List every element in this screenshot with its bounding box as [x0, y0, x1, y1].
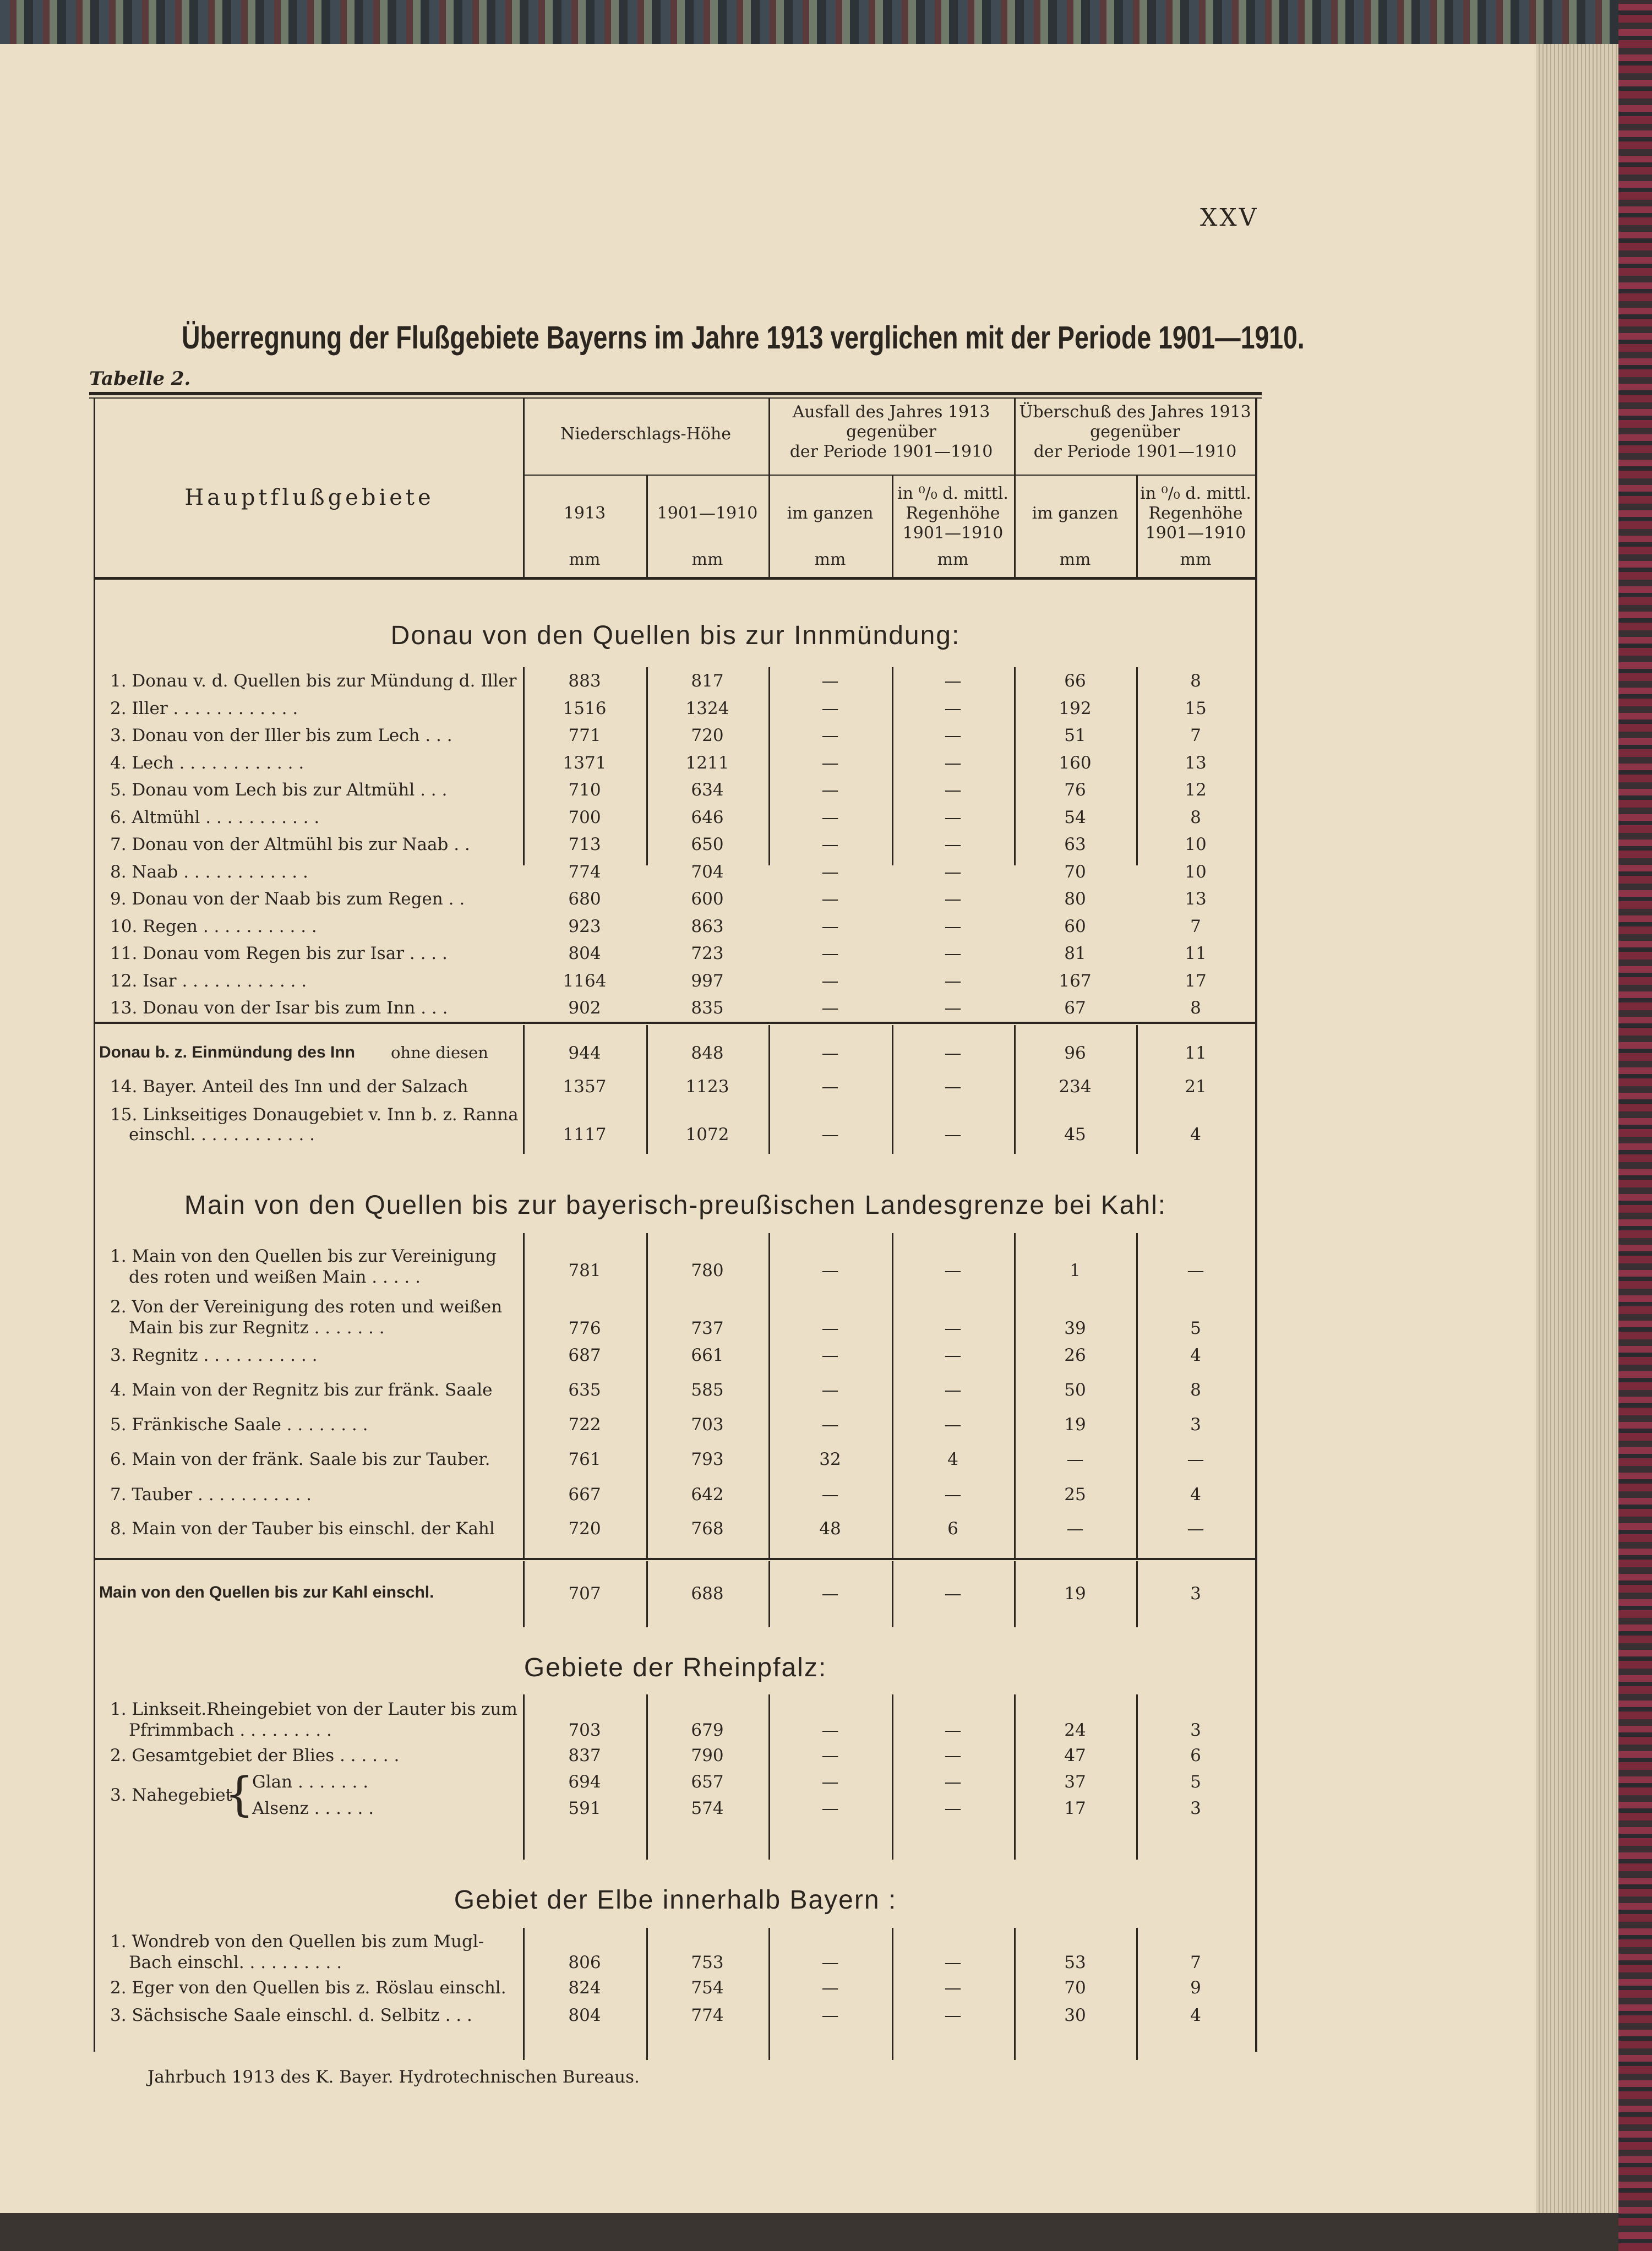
row-label: 1. Main von den Quellen bis zur Vereinigung — [110, 1246, 497, 1266]
cell-hp: 650 — [691, 835, 724, 854]
cell-ap: — — [944, 862, 962, 882]
column-divider — [646, 1233, 648, 1398]
row-label: 6. Main von der fränk. Saale bis zur Tauber. — [110, 1449, 490, 1469]
section-rule — [94, 1558, 1257, 1560]
section-rule — [94, 1022, 1257, 1024]
cell-ap: — — [944, 1345, 962, 1365]
cell-h1913: 591 — [568, 1798, 601, 1818]
row-label: 2. Eger von den Quellen bis z. Röslau einschl. — [110, 1978, 506, 1998]
cell-h1913: 713 — [568, 835, 601, 854]
cell-ag: — — [821, 916, 839, 936]
cell-ug: 50 — [1064, 1380, 1086, 1400]
book-top-edge — [0, 0, 1652, 44]
cell-ag: — — [821, 1798, 839, 1818]
cell-ag: — — [821, 1978, 839, 1998]
cell-ap: — — [944, 1318, 962, 1338]
cell-h1913: 781 — [568, 1261, 601, 1280]
header-col-ueberschuss-pct-2: Regenhöhe — [1148, 504, 1243, 523]
row-label: 7. Tauber . . . . . . . . . . . — [110, 1485, 312, 1505]
row-label-sub: Alsenz . . . . . . — [252, 1798, 374, 1818]
cell-up: 8 — [1190, 671, 1201, 691]
cell-ap: — — [944, 1077, 962, 1097]
cell-ug: 51 — [1064, 726, 1086, 745]
column-divider — [1014, 1398, 1016, 1558]
cell-ug: 167 — [1059, 971, 1092, 991]
cell-ug: 39 — [1064, 1318, 1086, 1338]
row-label-total: Main von den Quellen bis zur Kahl einschl. — [99, 1583, 434, 1601]
cell-up: — — [1187, 1449, 1204, 1469]
cell-ag: — — [821, 2005, 839, 2025]
cell-h1913: 1164 — [563, 971, 607, 991]
column-divider — [768, 1233, 770, 1398]
cell-ap: — — [944, 671, 962, 691]
cell-ag: — — [821, 1345, 839, 1365]
column-divider — [1136, 1398, 1138, 1558]
cell-up: 6 — [1190, 1746, 1201, 1765]
cell-ug: 25 — [1064, 1485, 1086, 1505]
cell-ap: — — [944, 753, 962, 773]
cell-ap: — — [944, 1043, 962, 1063]
cell-up: 3 — [1190, 1798, 1201, 1818]
cell-ug: 80 — [1064, 889, 1086, 909]
cell-ag: — — [821, 1720, 839, 1740]
cell-h1913: 680 — [568, 889, 601, 909]
cell-ap: 6 — [947, 1519, 958, 1539]
cell-ap: — — [944, 835, 962, 854]
cell-hp: 634 — [691, 780, 724, 800]
cell-h1913: 776 — [568, 1318, 601, 1338]
row-label: 6. Altmühl . . . . . . . . . . . — [110, 807, 320, 827]
row-label: 4. Main von der Regnitz bis zur fränk. Saale — [110, 1380, 493, 1400]
cell-hp: 1123 — [685, 1077, 729, 1097]
cell-ug: 24 — [1064, 1720, 1086, 1740]
cell-ag: — — [821, 1584, 839, 1604]
cell-up: 21 — [1185, 1077, 1207, 1097]
table-top-rule-thin — [89, 397, 1262, 399]
row-label: 2. Von der Vereinigung des roten und weißen — [110, 1297, 503, 1317]
row-label: 2. Iller . . . . . . . . . . . . — [110, 698, 298, 718]
cell-h1913: 1516 — [563, 698, 607, 718]
cell-ap: — — [944, 807, 962, 827]
cell-ug: 76 — [1064, 780, 1086, 800]
cell-h1913: 944 — [568, 1043, 601, 1063]
column-divider — [768, 1398, 770, 1558]
cell-h1913: 703 — [568, 1720, 601, 1740]
cell-h1913: 687 — [568, 1345, 601, 1365]
cell-ap: — — [944, 998, 962, 1018]
cell-ag: — — [821, 1380, 839, 1400]
column-divider — [892, 1398, 893, 1558]
cell-up: 4 — [1190, 1345, 1201, 1365]
cell-hp: 661 — [691, 1345, 724, 1365]
row-label-total-suffix: ohne diesen — [391, 1043, 488, 1062]
cell-h1913: 774 — [568, 862, 601, 882]
cell-ug: 37 — [1064, 1772, 1086, 1792]
cell-ug: 19 — [1064, 1415, 1086, 1435]
cell-ag: — — [821, 807, 839, 827]
cell-ag: — — [821, 835, 839, 854]
row-label: 8. Naab . . . . . . . . . . . . — [110, 862, 308, 882]
cell-ug: 17 — [1064, 1798, 1086, 1818]
row-label-cont: des roten und weißen Main . . . . . — [129, 1267, 421, 1287]
row-label: 14. Bayer. Anteil des Inn und der Salzach — [110, 1077, 468, 1097]
row-label-cont: Pfrimmbach . . . . . . . . . — [129, 1720, 332, 1740]
header-col-period: 1901—1910 — [657, 504, 758, 523]
row-label: 3. Regnitz . . . . . . . . . . . — [110, 1345, 318, 1365]
cell-hp: 1211 — [685, 753, 729, 773]
header-ueberschuss-2: gegenüber — [1090, 422, 1180, 442]
cell-hp: 704 — [691, 862, 724, 882]
cell-up: 3 — [1190, 1415, 1201, 1435]
cell-hp: 703 — [691, 1415, 724, 1435]
row-label: 5. Donau vom Lech bis zur Altmühl . . . — [110, 780, 448, 800]
cell-ug: 26 — [1064, 1345, 1086, 1365]
cell-ag: — — [821, 1318, 839, 1338]
cell-ap: — — [944, 1746, 962, 1765]
cell-up: 7 — [1190, 726, 1201, 745]
cell-ag: — — [821, 753, 839, 773]
cell-up: 13 — [1185, 889, 1207, 909]
cell-ug: — — [1066, 1519, 1084, 1539]
cell-h1913: 837 — [568, 1746, 601, 1765]
cell-hp: 1072 — [685, 1125, 729, 1144]
row-label-sub: Glan . . . . . . . — [252, 1772, 369, 1792]
header-col-1913: 1913 — [563, 504, 606, 523]
cell-ap: — — [944, 1720, 962, 1740]
unit-label: mm — [814, 550, 846, 569]
cell-ag: — — [821, 726, 839, 745]
cell-ag: — — [821, 1261, 839, 1280]
cell-h1913: 694 — [568, 1772, 601, 1792]
row-label: 5. Fränkische Saale . . . . . . . . — [110, 1415, 368, 1435]
cell-up: 4 — [1190, 1485, 1201, 1505]
row-label-cont: Bach einschl. . . . . . . . . . — [129, 1953, 342, 1972]
header-col-ausfall-pct-2: Regenhöhe — [906, 504, 1000, 523]
cell-h1913: 700 — [568, 807, 601, 827]
cell-ug: 47 — [1064, 1746, 1086, 1765]
cell-up: 5 — [1190, 1318, 1201, 1338]
cell-hp: 600 — [691, 889, 724, 909]
cell-h1913: 902 — [568, 998, 601, 1018]
row-label: 3. Sächsische Saale einschl. d. Selbitz . . . — [110, 2005, 472, 2025]
page-stack-edge — [1536, 44, 1618, 2213]
cell-h1913: 804 — [568, 944, 601, 963]
row-label: 15. Linkseitiges Donaugebiet v. Inn b. z. Ranna — [110, 1105, 519, 1125]
cell-ug: — — [1066, 1449, 1084, 1469]
table-top-rule — [89, 392, 1262, 395]
cell-ag: — — [821, 862, 839, 882]
header-ausfall-3: der Periode 1901—1910 — [789, 442, 993, 461]
cell-ap: — — [944, 1485, 962, 1505]
cell-ap: — — [944, 1772, 962, 1792]
nahe-brace: { — [225, 1767, 254, 1821]
cell-ag: 48 — [819, 1519, 841, 1539]
column-divider — [892, 1233, 893, 1398]
cell-ug: 70 — [1064, 862, 1086, 882]
cell-ug: 234 — [1059, 1077, 1092, 1097]
row-label: 12. Isar . . . . . . . . . . . . — [110, 971, 307, 991]
cell-hp: 679 — [691, 1720, 724, 1740]
cell-ap: — — [944, 916, 962, 936]
cell-ap: — — [944, 1584, 962, 1604]
cell-ug: 30 — [1064, 2005, 1086, 2025]
row-label: 10. Regen . . . . . . . . . . . — [110, 916, 317, 936]
header-col-ueberschuss-ganzen: im ganzen — [1032, 504, 1119, 523]
cell-h1913: 722 — [568, 1415, 601, 1435]
cell-hp: 997 — [691, 971, 724, 991]
unit-label: mm — [937, 550, 969, 569]
cell-up: 10 — [1185, 835, 1207, 854]
row-label: 1. Donau v. d. Quellen bis zur Mündung d. Iller — [110, 671, 517, 691]
cell-ug: 160 — [1059, 753, 1092, 773]
header-col-ausfall-pct-1: in ⁰/₀ d. mittl. — [897, 484, 1008, 503]
cell-ag: — — [821, 698, 839, 718]
header-hauptfluss: Hauptflußgebiete — [184, 485, 434, 510]
cell-ug: 70 — [1064, 1978, 1086, 1998]
cell-up: 8 — [1190, 998, 1201, 1018]
row-label-cont: einschl. . . . . . . . . . . . — [129, 1125, 315, 1144]
cell-up: 3 — [1190, 1720, 1201, 1740]
cell-ag: — — [821, 944, 839, 963]
page-number: XXV — [1200, 204, 1259, 232]
cell-ug: 54 — [1064, 807, 1086, 827]
cell-hp: 848 — [691, 1043, 724, 1063]
cell-ug: 63 — [1064, 835, 1086, 854]
cell-up: 9 — [1190, 1978, 1201, 1998]
cell-ag: — — [821, 780, 839, 800]
cell-ap: — — [944, 1978, 962, 1998]
cell-hp: 720 — [691, 726, 724, 745]
row-label: 1. Linkseit.Rheingebiet von der Lauter bis zum — [110, 1699, 517, 1719]
cell-ug: 66 — [1064, 671, 1086, 691]
cell-ug: 45 — [1064, 1125, 1086, 1144]
cell-ug: 81 — [1064, 944, 1086, 963]
cell-up: 8 — [1190, 1380, 1201, 1400]
cell-h1913: 1117 — [563, 1125, 607, 1144]
header-niederschlag: Niederschlags-Höhe — [560, 424, 731, 444]
unit-label: mm — [569, 550, 601, 569]
cell-hp: 817 — [691, 671, 724, 691]
cell-hp: 1324 — [685, 698, 729, 718]
cell-ug: 53 — [1064, 1953, 1086, 1972]
cell-ap: — — [944, 698, 962, 718]
cell-ug: 96 — [1064, 1043, 1086, 1063]
cell-up: 10 — [1185, 862, 1207, 882]
cell-up: 17 — [1185, 971, 1207, 991]
row-label: 9. Donau von der Naab bis zum Regen . . — [110, 889, 465, 909]
cell-ap: — — [944, 2005, 962, 2025]
cell-hp: 835 — [691, 998, 724, 1018]
unit-label: mm — [691, 550, 723, 569]
cell-ap: — — [944, 971, 962, 991]
row-label: 4. Lech . . . . . . . . . . . . — [110, 753, 304, 773]
cell-ap: — — [944, 944, 962, 963]
cell-h1913: 667 — [568, 1485, 601, 1505]
cell-up: 7 — [1190, 1953, 1201, 1972]
row-label: 11. Donau vom Regen bis zur Isar . . . . — [110, 944, 448, 963]
cell-up: 4 — [1190, 2005, 1201, 2025]
cell-ag: — — [821, 1746, 839, 1765]
cell-ap: — — [944, 1261, 962, 1280]
cell-hp: 646 — [691, 807, 724, 827]
cell-h1913: 720 — [568, 1519, 601, 1539]
cell-ag: — — [821, 1485, 839, 1505]
cell-ag: — — [821, 998, 839, 1018]
cell-ap: 4 — [947, 1449, 958, 1469]
column-divider — [646, 1398, 648, 1558]
cell-hp: 780 — [691, 1261, 724, 1280]
row-label: 2. Gesamtgebiet der Blies . . . . . . — [110, 1746, 400, 1765]
section-title-donau: Donau von den Quellen bis zur Innmündung: — [390, 621, 961, 650]
cell-ag: — — [821, 889, 839, 909]
cell-up: 13 — [1185, 753, 1207, 773]
cell-ag: — — [821, 1772, 839, 1792]
cell-hp: 737 — [691, 1318, 724, 1338]
header-col-ueberschuss-pct-3: 1901—1910 — [1145, 524, 1246, 543]
cell-h1913: 707 — [568, 1584, 601, 1604]
cell-hp: 688 — [691, 1584, 724, 1604]
cell-h1913: 635 — [568, 1380, 601, 1400]
cell-ap: — — [944, 780, 962, 800]
cell-up: — — [1187, 1261, 1204, 1280]
cell-h1913: 761 — [568, 1449, 601, 1469]
unit-label: mm — [1059, 550, 1091, 569]
cell-hp: 723 — [691, 944, 724, 963]
cell-hp: 585 — [691, 1380, 724, 1400]
row-label-total: Donau b. z. Einmündung des Inn — [99, 1043, 355, 1061]
cell-ug: 67 — [1064, 998, 1086, 1018]
cell-up: 11 — [1185, 1043, 1207, 1063]
row-label-cont: Main bis zur Regnitz . . . . . . . — [129, 1318, 385, 1338]
section-title-elbe: Gebiet der Elbe innerhalb Bayern : — [454, 1885, 897, 1915]
cell-ag: — — [821, 1043, 839, 1063]
cell-hp: 753 — [691, 1953, 724, 1972]
cell-h1913: 771 — [568, 726, 601, 745]
cell-h1913: 804 — [568, 2005, 601, 2025]
row-label-nahe: 3. Nahegebiet — [110, 1785, 233, 1805]
cell-hp: 768 — [691, 1519, 724, 1539]
book-cover-edge — [1618, 0, 1652, 2251]
cell-ap: — — [944, 726, 962, 745]
cell-h1913: 1371 — [563, 753, 607, 773]
column-divider — [523, 1233, 525, 1398]
cell-hp: 774 — [691, 2005, 724, 2025]
column-divider — [523, 1398, 525, 1558]
cell-ap: — — [944, 889, 962, 909]
row-label: 3. Donau von der Iller bis zum Lech . . . — [110, 726, 452, 745]
cell-ag: — — [821, 1077, 839, 1097]
cell-hp: 754 — [691, 1978, 724, 1998]
cell-ug: 60 — [1064, 916, 1086, 936]
section-title-rheinpfalz: Gebiete der Rheinpfalz: — [524, 1653, 827, 1682]
cell-up: 15 — [1185, 698, 1207, 718]
cell-ug: 1 — [1070, 1261, 1081, 1280]
header-ausfall-2: gegenüber — [846, 422, 936, 442]
header-ueberschuss-1: Überschuß des Jahres 1913 — [1019, 402, 1251, 422]
cell-up: 12 — [1185, 780, 1207, 800]
cell-h1913: 806 — [568, 1953, 601, 1972]
cell-ug: 19 — [1064, 1584, 1086, 1604]
header-ausfall-1: Ausfall des Jahres 1913 — [792, 402, 990, 422]
cell-hp: 642 — [691, 1485, 724, 1505]
cell-ap: — — [944, 1953, 962, 1972]
header-col-ausfall-ganzen: im ganzen — [787, 504, 874, 523]
cell-hp: 657 — [691, 1772, 724, 1792]
column-divider — [1136, 1233, 1138, 1398]
cell-ag: — — [821, 1953, 839, 1972]
cell-ap: — — [944, 1380, 962, 1400]
cell-up: 3 — [1190, 1584, 1201, 1604]
cell-hp: 574 — [691, 1798, 724, 1818]
book-bottom-edge — [0, 2213, 1618, 2251]
data-table — [89, 392, 1262, 2052]
cell-ap: — — [944, 1125, 962, 1144]
cell-ug: 192 — [1059, 698, 1092, 718]
header-ueberschuss-3: der Periode 1901—1910 — [1033, 442, 1237, 461]
unit-label: mm — [1180, 550, 1212, 569]
cell-h1913: 824 — [568, 1978, 601, 1998]
cell-hp: 790 — [691, 1746, 724, 1765]
cell-ag: — — [821, 1415, 839, 1435]
cell-ag: — — [821, 971, 839, 991]
header-col-ausfall-pct-3: 1901—1910 — [902, 524, 1004, 543]
cell-ag: — — [821, 1125, 839, 1144]
cell-up: 11 — [1185, 944, 1207, 963]
row-label: 7. Donau von der Altmühl bis zur Naab . . — [110, 835, 470, 854]
cell-up: 8 — [1190, 807, 1201, 827]
column-divider — [1014, 1233, 1016, 1398]
cell-hp: 863 — [691, 916, 724, 936]
cell-up: 7 — [1190, 916, 1201, 936]
cell-up: — — [1187, 1519, 1204, 1539]
footer-citation: Jahrbuch 1913 des K. Bayer. Hydrotechnischen Bureaus. — [148, 2067, 640, 2087]
cell-h1913: 1357 — [563, 1077, 607, 1097]
cell-ag: 32 — [819, 1449, 841, 1469]
row-label: 8. Main von der Tauber bis einschl. der Kahl — [110, 1519, 495, 1539]
cell-ag: — — [821, 671, 839, 691]
row-label: 1. Wondreb von den Quellen bis zum Mugl- — [110, 1932, 484, 1952]
cell-h1913: 923 — [568, 916, 601, 936]
cell-h1913: 710 — [568, 780, 601, 800]
cell-up: 4 — [1190, 1125, 1201, 1144]
table-label: Tabelle 2. — [89, 368, 191, 390]
header-bottom-rule — [94, 577, 1257, 580]
cell-ap: — — [944, 1415, 962, 1435]
cell-hp: 793 — [691, 1449, 724, 1469]
section-title-main: Main von den Quellen bis zur bayerisch-preußischen Landesgrenze bei Kahl: — [184, 1191, 1167, 1220]
cell-up: 5 — [1190, 1772, 1201, 1792]
table-title: Überregnung der Flußgebiete Bayerns im Jahre 1913 verglichen mit der Periode 1901—1910. — [182, 320, 1305, 356]
row-label: 13. Donau von der Isar bis zum Inn . . . — [110, 998, 448, 1018]
header-col-ueberschuss-pct-1: in ⁰/₀ d. mittl. — [1140, 484, 1251, 503]
cell-ap: — — [944, 1798, 962, 1818]
cell-h1913: 883 — [568, 671, 601, 691]
